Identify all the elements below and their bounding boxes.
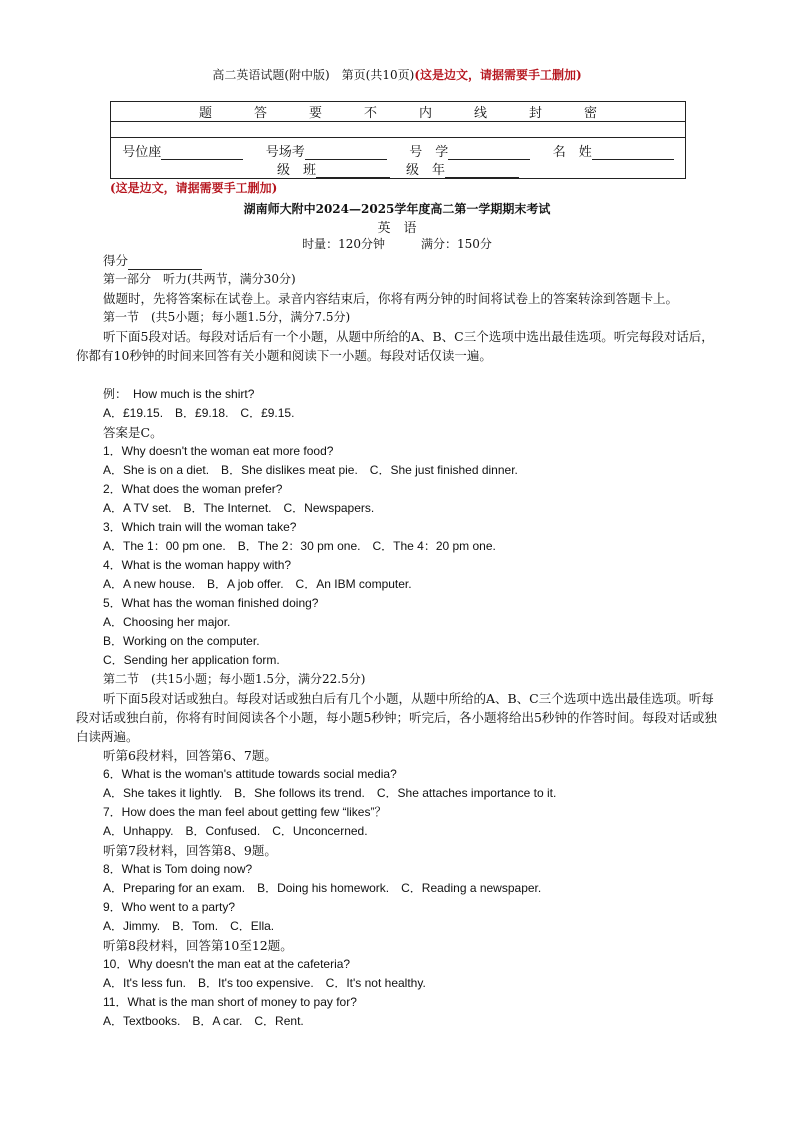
exam-body [76,251,719,1031]
seal-field-label: 号场考 [265,145,305,160]
text-line: 7．How does the man feel about getting few “likes”？ [103,805,387,819]
seal-field-blank[interactable] [316,164,390,178]
text-line: A．A TV set. B．The Internet. C．Newspapers. [103,501,375,515]
text-line: A．Choosing her major. [103,615,231,629]
page-header [0,66,794,83]
seal-field-blank[interactable] [161,146,243,160]
text-line: 9．Who went to a party? [103,900,236,914]
side-note: (这是边文，请据需要手工删加) [110,181,278,195]
text-line: 听下面5段对话或独白。每段对话或独白后有几个小题，从题中所给的A、B、C三个选项中选出最佳选项。听每段对话或独白前，你将有时间阅读各个小题，每小题5秒钟；听完后，各小题将给出5秒钟的作答时间。每段对话或独白读两遍。 [76,691,717,744]
time-limit: 时量：120分钟 [302,237,385,251]
spacer [76,365,719,385]
score-label: 得分 [103,253,129,268]
text-line: 4．What is the woman happy with? [103,558,292,572]
text-line: A．£19.15. B．£9.18. C．£9.15. [103,406,295,420]
text-line: 3．Which train will the woman take? [103,520,297,534]
seal-field-label: 号 学 [409,145,449,160]
text-line: A．Unhappy. B．Confused. C．Unconcerned. [103,824,368,838]
text-line: A．She is on a diet. B．She dislikes meat pie. C．She just finished dinner. [103,463,518,477]
text-line: 第二节 (共15小题；每小题1.5分，满分22.5分) [103,672,366,686]
seal-char: 答 [253,106,267,121]
text-line: B．Working on the computer. [103,634,260,648]
seal-char: 密 [584,106,598,121]
time-score [0,235,794,252]
seal-box [110,101,686,179]
exam-title: 湖南师大附中2024—2025学年度高二第一学期期末考试 [243,202,551,216]
header-note: (这是边文，请据需要手工删加) [414,68,582,82]
seal-divider [111,137,685,138]
seal-field [122,141,243,160]
seal-field-label: 级 年 [406,163,446,178]
text-line: 做题时，先将答案标在试卷上。录音内容结束后，你将有两分钟的时间将试卷上的答案转涂到答题卡上。 [103,291,679,306]
text-line: A．Preparing for an exam. B．Doing his homework. C．Reading a newspaper. [103,881,542,895]
text-line: C．Sending her application form. [103,653,280,667]
text-line: 10．Why doesn't the man eat at the cafeteria? [103,957,351,971]
seal-field [409,141,530,160]
seal-char: 内 [419,106,433,121]
text-line: A．The 1：00 pm one. B．The 2：30 pm one. C．The 4：20 pm one. [103,539,496,553]
seal-line-text [111,102,685,122]
seal-field [266,141,387,160]
seal-fields [111,141,685,160]
text-line: 6．What is the woman's attitude towards social media? [103,767,397,781]
text-line: A．Textbooks. B．A car. C．Rent. [103,1014,304,1028]
seal-field [553,141,674,160]
seal-field-label: 名 姓 [552,145,592,160]
text-line: 2．What does the woman prefer? [103,482,283,496]
seal-field-blank[interactable] [448,146,530,160]
seal-char: 不 [363,106,377,121]
text-line: 第一部分 听力(共两节，满分30分) [103,272,296,286]
text-line: 5．What has the woman finished doing? [103,596,319,610]
text-line: A．She takes it lightly. B．She follows its trend. C．She attaches importance to it. [103,786,557,800]
seal-char: 题 [198,106,212,121]
score-blank[interactable] [128,256,202,270]
seal-field-blank[interactable] [305,146,387,160]
text-line: 例： How much is the shirt? [103,387,255,401]
text-line: 听第7段材料，回答第8、9题。 [103,843,277,858]
score-line [76,251,719,270]
text-line: A．Jimmy. B．Tom. C．Ella. [103,919,275,933]
score-total: 满分：150分 [421,237,492,251]
text-line: 第一节 (共5小题；每小题1.5分，满分7.5分) [103,310,351,324]
seal-field-label: 号位座 [122,145,162,160]
text-line: A．A new house. B．A job offer. C．An IBM computer. [103,577,412,591]
text-line: A．It's less fun. B．It's too expensive. C．It's not healthy. [103,976,426,990]
text-line: 听下面5段对话。每段对话后有一个小题，从题中所给的A、B、C三个选项中选出最佳选项。听完每段对话后，你都有10秒钟的时间来回答有关小题和阅读下一小题。每段对话仅读一遍。 [76,329,714,363]
text-line: 1．Why doesn't the woman eat more food? [103,444,334,458]
text-line: 答案是C。 [103,425,163,440]
seal-field [277,159,390,178]
seal-fields-2 [111,159,685,178]
seal-field-label: 级 班 [276,163,316,178]
text-line: 11．What is the man short of money to pay for? [103,995,357,1009]
subject-title: 英 语 [377,221,417,236]
seal-char: 线 [474,106,488,121]
seal-field-blank[interactable] [445,164,519,178]
seal-field [406,159,519,178]
text-line: 8．What is Tom doing now? [103,862,253,876]
header-text: 高二英语试题(附中版) 第页(共10页) [212,68,415,82]
text-line: 听第6段材料，回答第6、7题。 [103,748,277,763]
text-line: 听第8段材料，回答第10至12题。 [103,938,293,953]
seal-field-blank[interactable] [592,146,674,160]
seal-char: 要 [308,106,322,121]
seal-char: 封 [529,106,543,121]
